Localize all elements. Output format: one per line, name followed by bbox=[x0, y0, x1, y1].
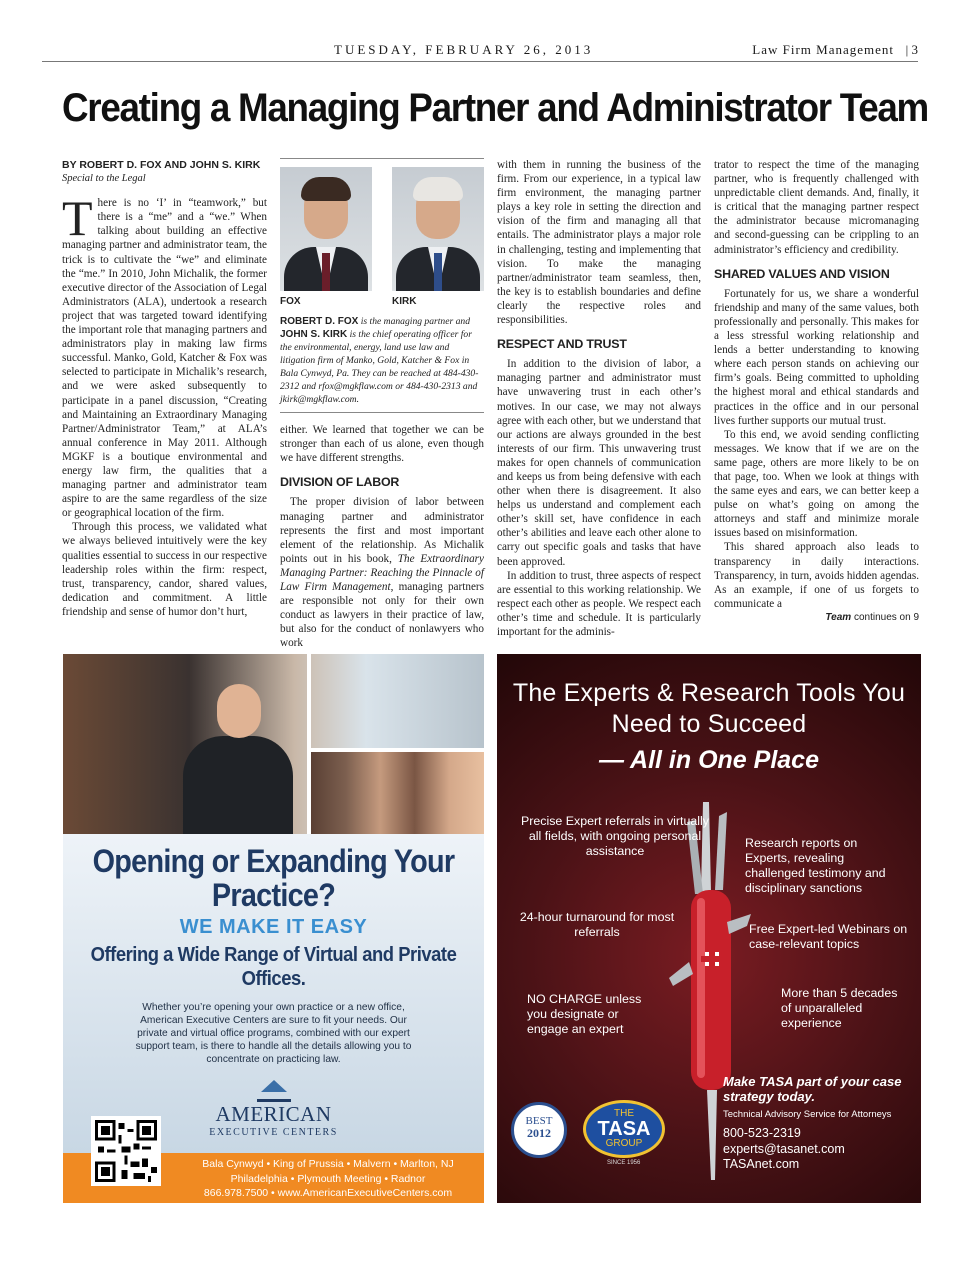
article-paragraph: trator to respect the time of the managing partner, who is frequently challenged with unpredictable client demands. And, finally, it is critical that the managing partner respect the administrator because micromanaging and second-guessing can be crippling to an administrator’s efficiency and credibility. bbox=[714, 159, 919, 256]
tasa-contact bbox=[723, 1126, 845, 1173]
continues-text: continues on 9 bbox=[851, 611, 919, 623]
tasa-phone[interactable]: 800-523-2319 bbox=[723, 1126, 801, 1140]
block-decades: More than 5 decades of unparalleled experience bbox=[781, 986, 898, 1030]
ad-photo-collage bbox=[63, 654, 484, 834]
bio-fox-name: ROBERT D. FOX bbox=[280, 316, 359, 328]
paragraph-text: here is no ‘I’ in “teamwork,” but there is a “me” and a “we.” When talking about building an effective managing partner and administrator team, the trick is to cultivate the “we” and eliminate the “me.” In 2010, John Michalik, the former executive director of the Association of Legal Administrators (ALA), undertook a research project that was targeted toward identifying the important role that managing partners and administrators play in making law firms successful. Manko, Gold, Katcher & Fox was selected to participate in Michalik’s research, and we were asked subsequently to participate in a panel discussion, “Creating and Maintaining an Extraordinary Managing Partner/Administrator Team,” at ALA’s annual conference in May 2011. Although MGKF is a boutique environmental and energy law firm, the qualities that a managing partner and administrator team aspire to are the same regardless of the size or geographical location of the firm. bbox=[62, 197, 267, 520]
author-photo-box bbox=[280, 158, 484, 413]
drop-cap: T bbox=[62, 190, 93, 247]
tasa-cta: Make TASA part of your case strategy today. bbox=[723, 1074, 902, 1104]
kirk-photo bbox=[392, 167, 484, 291]
block-reports: Research reports on Experts, revealing challenged testimony and disciplinary sanctions bbox=[745, 836, 886, 895]
bio-kirk-text: is the chief operating officer for the environmental, energy, land use law and litigation firm of Manko, Gold, Katcher & Fox in Bala Cynwyd, Pa. They can be reached at 484-430-2312 and rfox@mgkflaw.com or 484-430-2313 and jkirk@mgkflaw.com. bbox=[280, 329, 479, 406]
ad-locations bbox=[183, 1157, 473, 1187]
ad-tagline: WE MAKE IT EASY bbox=[179, 916, 368, 938]
article-column-1 bbox=[62, 158, 267, 619]
locations-line-2: Philadelphia • Plymouth Meeting • Radnor bbox=[230, 1173, 426, 1185]
american-executive-centers-ad[interactable] bbox=[63, 654, 484, 1203]
page-number bbox=[906, 42, 918, 58]
ad-headline: Opening or Expanding Your Practice? bbox=[92, 843, 455, 913]
logo-subtitle: EXECUTIVE CENTERS bbox=[209, 1127, 338, 1138]
tasa-group-logo bbox=[583, 1100, 665, 1158]
article-column-4 bbox=[714, 158, 919, 625]
author-bio bbox=[280, 315, 484, 406]
article-column-2 bbox=[280, 158, 484, 651]
publication-name: Law Firm Management bbox=[752, 42, 894, 57]
building-logo-icon bbox=[257, 1080, 291, 1102]
header-separator: | bbox=[905, 42, 909, 57]
locations-line-1: Bala Cynwyd • King of Prussia • Malvern • Marlton, NJ bbox=[202, 1158, 454, 1170]
logo-the: THE bbox=[614, 1108, 634, 1119]
article-paragraph: To this end, we avoid sending conflicting messages. We know that if we are on the same page, others are more likely to be on that page, too. When we look at things with the same eyes and ears, we can better keep a pulse on what’s going on among the attorneys and staff and minimize morale issues based on misinformation. bbox=[714, 428, 919, 540]
paragraph-text: , managing partners are responsible not only for their own conduct as lawyers in their practice of law, but also for the conduct of nonlawyers who work bbox=[280, 581, 484, 650]
team-photo bbox=[311, 752, 484, 834]
ad-main-panel bbox=[63, 834, 484, 1153]
continues-keyword: Team bbox=[825, 611, 852, 623]
author-photos bbox=[280, 167, 484, 291]
book-title: The Extraordinary Managing Partner: Reaching the Pinnacle of Law Firm Management bbox=[280, 552, 484, 594]
tasa-title-2: — All in One Place bbox=[599, 746, 819, 774]
best-of-badge bbox=[511, 1102, 567, 1158]
since-year: SINCE 1956 bbox=[607, 1160, 641, 1166]
block-referrals: Precise Expert referrals in virtually all fields, with ongoing personal assistance bbox=[521, 814, 709, 858]
continues-on-link[interactable] bbox=[714, 611, 919, 625]
qr-code-icon[interactable] bbox=[91, 1116, 161, 1186]
tasa-website[interactable]: TASAnet.com bbox=[723, 1157, 800, 1171]
logo-name: AMERICAN bbox=[215, 1102, 332, 1126]
byline: BY ROBERT D. FOX AND JOHN S. KIRK bbox=[62, 159, 261, 171]
block-turnaround: 24-hour turnaround for most referrals bbox=[519, 910, 675, 939]
logo-tasa: TASA bbox=[597, 1118, 651, 1140]
photo-captions bbox=[280, 295, 484, 309]
subhead-division-of-labor: DIVISION OF LABOR bbox=[280, 475, 400, 490]
ad-contact[interactable]: 866.978.7500 • www.AmericanExecutiveCenters.com bbox=[203, 1187, 453, 1199]
bio-kirk-name: JOHN S. KIRK bbox=[280, 329, 348, 341]
page-header bbox=[42, 40, 918, 62]
bio-fox-text: is the managing partner and bbox=[358, 316, 471, 328]
page-number-value: 3 bbox=[911, 42, 918, 57]
article-paragraph: This shared approach also leads to transparency in daily interactions. Transparency, in turn, avoids hidden agendas. As an example, if one of us forgets to communicate a bbox=[714, 541, 919, 610]
subhead-shared-values: SHARED VALUES AND VISION bbox=[714, 266, 890, 281]
tasa-email[interactable]: experts@tasanet.com bbox=[723, 1141, 845, 1156]
article-paragraph: In addition to trust, three aspects of respect are essential to this working relationship. We respect each other as people. We respect each other’s time and schedule. It is particularly important for the adminis- bbox=[497, 569, 701, 638]
caption-fox: FOX bbox=[280, 296, 301, 307]
badge-year: 2012 bbox=[527, 1126, 551, 1140]
issue-date: TUESDAY, FEBRUARY 26, 2013 bbox=[334, 42, 594, 57]
article-paragraph: In addition to the division of labor, a managing partner and administrator must have unwavering trust in each other’s motives. In our case, we may not always agree with each other, but we understand that our actions are always grounded in the best interests of our firm. This unwavering trust makes for open channels of communication and keeps us from being defensive with each other when there is disagreement. It also helps us understand and complement each other’s skill set, have confidence in each other’s abilities and leave each other alone to carry out specific goals and tasks that have been approved. bbox=[497, 358, 701, 568]
tasa-title: The Experts & Research Tools You Need to Succeed bbox=[512, 679, 906, 738]
fox-photo bbox=[280, 167, 372, 291]
caption-kirk: KIRK bbox=[392, 296, 417, 307]
article-column-3 bbox=[497, 158, 701, 639]
subhead-respect-and-trust: RESPECT AND TRUST bbox=[497, 337, 627, 352]
badge-best: BEST bbox=[525, 1115, 553, 1127]
ad-body: Whether you’re opening your own practice or a new office, American Executive Centers are sure to fit your needs. Our private and virtual office programs, combined with our expert support team, is there to handle all the details allowing you to concentrate on practicing law. bbox=[135, 1002, 412, 1065]
block-no-charge: NO CHARGE unless you designate or engage an expert bbox=[527, 992, 642, 1036]
article-paragraph bbox=[62, 190, 267, 520]
article-paragraph: Through this process, we validated what we always believed intuitively were the key qualities essential to success in our respective leadership roles within the firm: respect, trust, transparency, candor, shared values, dedication and commitment. A little friendship and sense of humor don’t hurt, bbox=[62, 521, 267, 618]
article-paragraph: Fortunately for us, we share a wonderful friendship and many of the same values, both professionally and personally. This makes for a less stressful working relationship and lends a better understanding to knowing where each person stands on achieving our firm’s goals. Being committed to upholding the highest moral and ethical standards and practices in the office and in our personal lives further supports our mutual trust. bbox=[714, 287, 919, 427]
article-paragraph: with them in running the business of the firm. From our experience, in a typical law firm environment, the managing partner plays a key role in setting the direction and vision of the firm and managing all that entails. The administrator plays a major role in challenging, testing and implementing that vision. To make the managing partner/administrator team seamless, then, the key is to establish boundaries and define clearly the respective roles and responsibilities. bbox=[497, 159, 701, 327]
article-paragraph: either. We learned that together we can be stronger than each of us alone, even though we have different strengths. bbox=[280, 424, 484, 465]
article-headline: Creating a Managing Partner and Administrator Team bbox=[62, 86, 928, 130]
logo-group: GROUP bbox=[605, 1138, 643, 1149]
multitool-knife-icon bbox=[667, 802, 757, 1182]
ad-offer: Offering a Wide Range of Virtual and Private Offices. bbox=[90, 944, 457, 990]
article-paragraph bbox=[280, 495, 484, 650]
paragraph-text: The proper division of labor between managing partner and administrator represents the first and most important element of the relationship. As Michalik points out in his book, bbox=[280, 496, 484, 565]
byline-sub: Special to the Legal bbox=[62, 173, 146, 185]
tasa-ad[interactable] bbox=[497, 654, 921, 1203]
businessman-figure bbox=[183, 676, 293, 834]
tasa-cta-sub: Technical Advisory Service for Attorneys bbox=[723, 1109, 892, 1120]
block-webinars: Free Expert-led Webinars on case-relevant topics bbox=[749, 922, 908, 951]
